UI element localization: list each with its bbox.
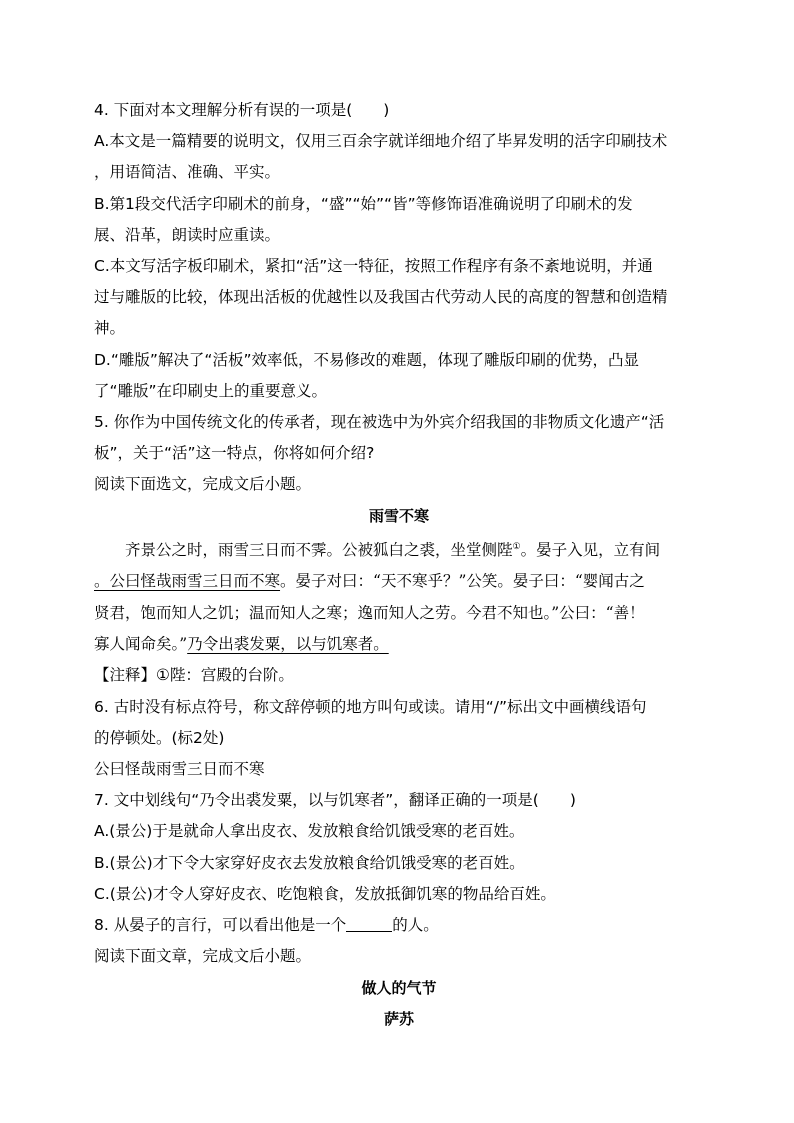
q7-option-c: C.(景公)才令人穿好皮衣、吃饱粮食，发放抵御饥寒的物品给百姓。 [94, 884, 556, 903]
q7-option-b: B.(景公)才下令大家穿好皮衣去发放粮食给饥饿受寒的老百姓。 [94, 853, 525, 872]
q4-option-b-cont: 展、沿革，朗读时应重读。 [94, 225, 281, 244]
q7-option-a: A.(景公)于是就命人拿出皮衣、发放粮食给饥饿受寒的老百姓。 [94, 822, 525, 841]
q8-text-start: 8. 从晏子的言行，可以看出他是一个 [94, 916, 347, 935]
passage-text: 。晏子对曰：“天不寒乎？”公笑。晏子曰：“婴闻古之 [280, 572, 645, 591]
footnote-marker: ① [512, 541, 521, 552]
passage-title: 雨雪不寒 [368, 506, 429, 525]
document-page [94, 95, 704, 1035]
reading-instruction: 阅读下面选文，完成文后小题。 [94, 475, 312, 494]
q4-option-c-cont2: 神。 [94, 319, 126, 338]
passage-line-2 [94, 566, 704, 597]
q4-option-d: D.“雕版”解决了“活板”效率低，不易修改的难题，体现了雕版印刷的优势，凸显 [94, 350, 639, 369]
q6-sentence: 公曰怪哉雨雪三日而不寒 [94, 760, 265, 779]
q4-option-b: B.第1段交代活字印刷术的前身，“盛”“始”“皆”等修饰语准确说明了印刷术的发 [94, 194, 633, 213]
answer-blank[interactable] [346, 917, 392, 932]
passage-text: 寡人闻命矣。” [94, 635, 188, 654]
passage-text: 齐景公之时，雨雪三日而不霁。公被狐白之裘，坐堂侧陛 [125, 540, 513, 559]
q6-text-cont: 的停顿处。(标2处) [94, 728, 225, 747]
reading-instruction-2: 阅读下面文章，完成文后小题。 [94, 947, 312, 966]
q5-text-cont: 板”，关于“活”这一特点，你将如何介绍? [94, 444, 375, 463]
q4-option-c-cont: 过与雕版的比较，体现出活板的优越性以及我国古代劳动人民的高度的智慧和创造精 [94, 288, 668, 307]
passage-line-4 [94, 629, 704, 660]
q8-text-end: 的人。 [392, 916, 439, 935]
passage-text: 。晏子入见，立有间 [520, 540, 661, 559]
underlined-sentence-1: 公曰怪哉雨雪三日而不寒 [109, 572, 281, 591]
q4-option-a: A.本文是一篇精要的说明文，仅用三百余字就详细地介绍了毕昇发明的活字印刷技术 [94, 132, 668, 151]
passage-text: 。 [94, 572, 110, 591]
passage-line-1 [94, 532, 704, 566]
article-author: 萨苏 [383, 1009, 414, 1028]
underlined-sentence-2: 乃令出裘发粟，以与饥寒者。 [187, 635, 389, 654]
q6-text: 6. 古时没有标点符号，称文辞停顿的地方叫句或读。请用“/”标出文中画横线语句 [94, 697, 647, 716]
q4-option-d-cont: 了“雕版”在印刷史上的重要意义。 [94, 381, 328, 400]
q4-stem: 4. 下面对本文理解分析有误的一项是( ) [94, 101, 390, 119]
q5-text: 5. 你作为中国传统文化的传承者，现在被选中为外宾介绍我国的非物质文化遗产“活 [94, 413, 665, 432]
q7-stem: 7. 文中划线句“乃令出裘发粟，以与饥寒者”，翻译正确的一项是( ) [94, 791, 576, 810]
article-title: 做人的气节 [361, 978, 437, 997]
passage-note: 【注释】①陛：宫殿的台阶。 [94, 666, 294, 685]
q8-text [94, 910, 704, 941]
q4-option-a-cont: ，用语简洁、准确、平实。 [94, 163, 281, 182]
passage-line-3: 贤君，饱而知人之饥；温而知人之寒；逸而知人之劳。今君不知也。”公曰：“善！ [94, 603, 645, 622]
q4-option-c: C.本文写活字板印刷术，紧扣“活”这一特征，按照工作程序有条不紊地说明，并通 [94, 257, 653, 276]
